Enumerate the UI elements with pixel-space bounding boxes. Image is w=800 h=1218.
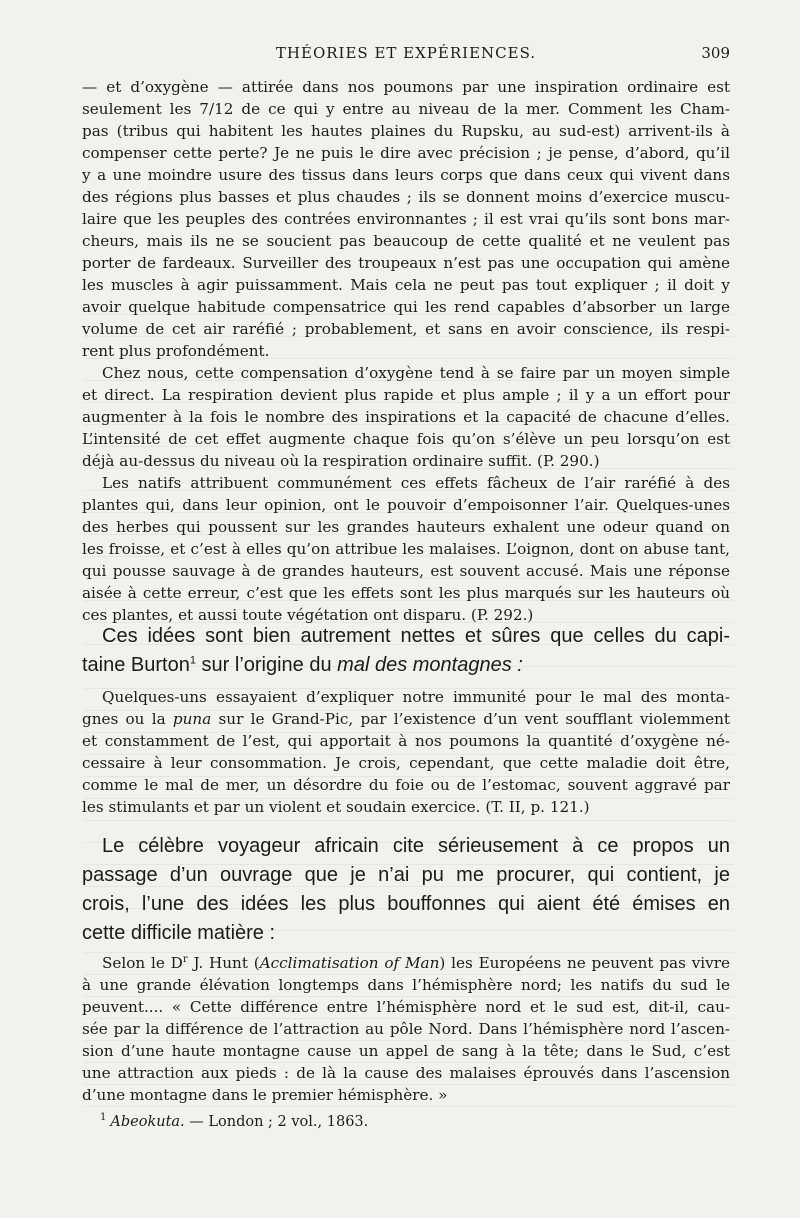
text-line: y a une moindre usure des tissus dans leurs corps que dans ceux qui vivent dans	[82, 166, 730, 184]
page-number: 309	[701, 44, 730, 62]
text-line: L’intensité de cet effet augmente chaque fois qu’on s’élève un peu lorsqu’on est	[82, 430, 730, 448]
text-line: déjà au-dessus du niveau où la respiration ordinaire suffit. (P. 290.)	[82, 452, 600, 470]
text-line: et direct. La respiration devient plus rapide et plus ample ; il y a un effort pour	[82, 386, 730, 404]
commentary-paragraph-2	[82, 832, 730, 948]
footnote-text: — London ; 2 vol., 1863.	[184, 1114, 369, 1130]
text-line: sion d’une haute montagne cause un appel de sang à la tête; dans le Sud, c’est	[82, 1042, 730, 1060]
text-line: Ces idées sont bien autrement nettes et sûres que celles du capi-	[102, 625, 730, 647]
text-line: cette difficile matière :	[82, 922, 276, 944]
footnote-marker: 1	[100, 1112, 107, 1124]
footnote-reference: 1	[189, 654, 196, 667]
text-line: ces plantes, et aussi toute végétation ont disparu. (P. 292.)	[82, 606, 534, 624]
text-line: compenser cette perte? Je ne puis le dire avec précision ; je pense, d’abord, qu’il	[82, 144, 730, 162]
text-line: les muscles à agir puissamment. Mais cela ne peut pas tout expliquer ; il doit y	[82, 276, 730, 294]
text-line: à une grande élévation longtemps dans l’hémisphère nord; les natifs du sud le	[82, 976, 730, 994]
text-line: cheurs, mais ils ne se soucient pas beaucoup de cette qualité et ne veulent pas	[82, 232, 730, 250]
text-line: sée par la différence de l’attraction au pôle Nord. Dans l’hémisphère nord l’ascen-	[82, 1020, 730, 1038]
text-line: — et d’oxygène — attirée dans nos poumons par une inspiration ordinaire est	[82, 78, 730, 96]
text-line: plantes qui, dans leur opinion, ont le pouvoir d’empoisonner l’air. Quelques-unes	[82, 496, 730, 514]
text-line: d’une montagne dans le premier hémisphère. »	[82, 1086, 448, 1104]
text-line: cessaire à leur consommation. Je crois, cependant, que cette maladie doit être,	[82, 754, 730, 772]
footnote-title: Abeokuta.	[110, 1114, 185, 1130]
text-line: crois, l’une des idées les plus bouffonnes qui aient été émises en	[82, 893, 730, 915]
text-line: des herbes qui poussent sur les grandes hauteurs exhalent une odeur quand on	[82, 518, 730, 536]
footnote	[100, 1112, 720, 1132]
text-line: laire que les peuples des contrées environnantes ; il est vrai qu’ils sont bons mar-	[82, 210, 730, 228]
text-line: Quelques-uns essayaient d’expliquer notre immunité pour le mal des monta-	[102, 688, 730, 706]
text-line: augmenter à la fois le nombre des inspirations et la capacité de chacune d’elles.	[82, 408, 730, 426]
text-line: passage d’un ouvrage que je n’ai pu me procurer, qui contient, je	[82, 864, 730, 886]
text-line: aisée à cette erreur, c’est que les effets sont les plus marqués sur les hauteurs où	[82, 584, 730, 602]
text-line: une attraction aux pieds : de là la cause des malaises éprouvés dans l’ascension	[82, 1064, 730, 1082]
text-line: pas (tribus qui habitent les hautes plaines du Rupsku, au sud-est) arrivent-ils à	[82, 122, 730, 140]
text-line: seulement les 7/12 de ce qui y entre au niveau de la mer. Comment les Cham-	[82, 100, 730, 118]
text-line: rent plus profondément.	[82, 342, 270, 360]
text-line: peuvent.... « Cette différence entre l’hémisphère nord et le sud est, dit-il, cau-	[82, 998, 730, 1016]
text-line: Selon le $D^r$ J. Hunt (Acclimatisation of Man) les Européens ne peuvent pas vivre	[102, 953, 730, 972]
text-line: taine Burton$^1$ sur l’origine du mal des montagnes :	[82, 654, 523, 676]
text-line: Le célèbre voyageur africain cite sérieusement à ce propos un	[102, 835, 730, 857]
text-line: porter de fardeaux. Surveiller des troupeaux n’est pas une occupation qui amène	[82, 254, 730, 272]
text-line: des régions plus basses et plus chaudes ; ils se donnent moins d’exercice muscu-	[82, 188, 730, 206]
quotation-block-1	[82, 76, 730, 626]
text-line: gnes ou la puna sur le Grand-Pic, par l’existence d’un vent soufflant violemment	[82, 710, 730, 728]
text-line: avoir quelque habitude compensatrice qui les rend capables d’absorber un large	[82, 298, 730, 316]
page-header	[82, 44, 730, 68]
running-title: THÉORIES ET EXPÉRIENCES.	[275, 44, 537, 62]
text-line: volume de cet air raréfié ; probablement, et sans en avoir conscience, ils respi-	[82, 320, 730, 338]
text-line: comme le mal de mer, un désordre du foie ou de l’estomac, souvent aggravé par	[82, 776, 730, 794]
text-line: qui pousse sauvage à de grandes hauteurs, est souvent accusé. Mais une réponse	[82, 562, 730, 580]
text-line: Les natifs attribuent communément ces effets fâcheux de l’air raréfié à des	[102, 474, 730, 492]
commentary-paragraph-1	[82, 622, 730, 680]
text-line: et constamment de l’est, qui apportait à nos poumons la quantité d’oxygène né-	[82, 732, 730, 750]
text-line: les froisse, et c’est à elles qu’on attribue les malaises. L’oignon, dont on abuse tant,	[82, 540, 730, 558]
quotation-block-2	[82, 686, 730, 818]
text-line: Chez nous, cette compensation d’oxygène tend à se faire par un moyen simple	[102, 364, 730, 382]
quotation-block-3	[82, 952, 730, 1106]
text-line: les stimulants et par un violent et soudain exercice. (T. II, p. 121.)	[82, 798, 590, 816]
